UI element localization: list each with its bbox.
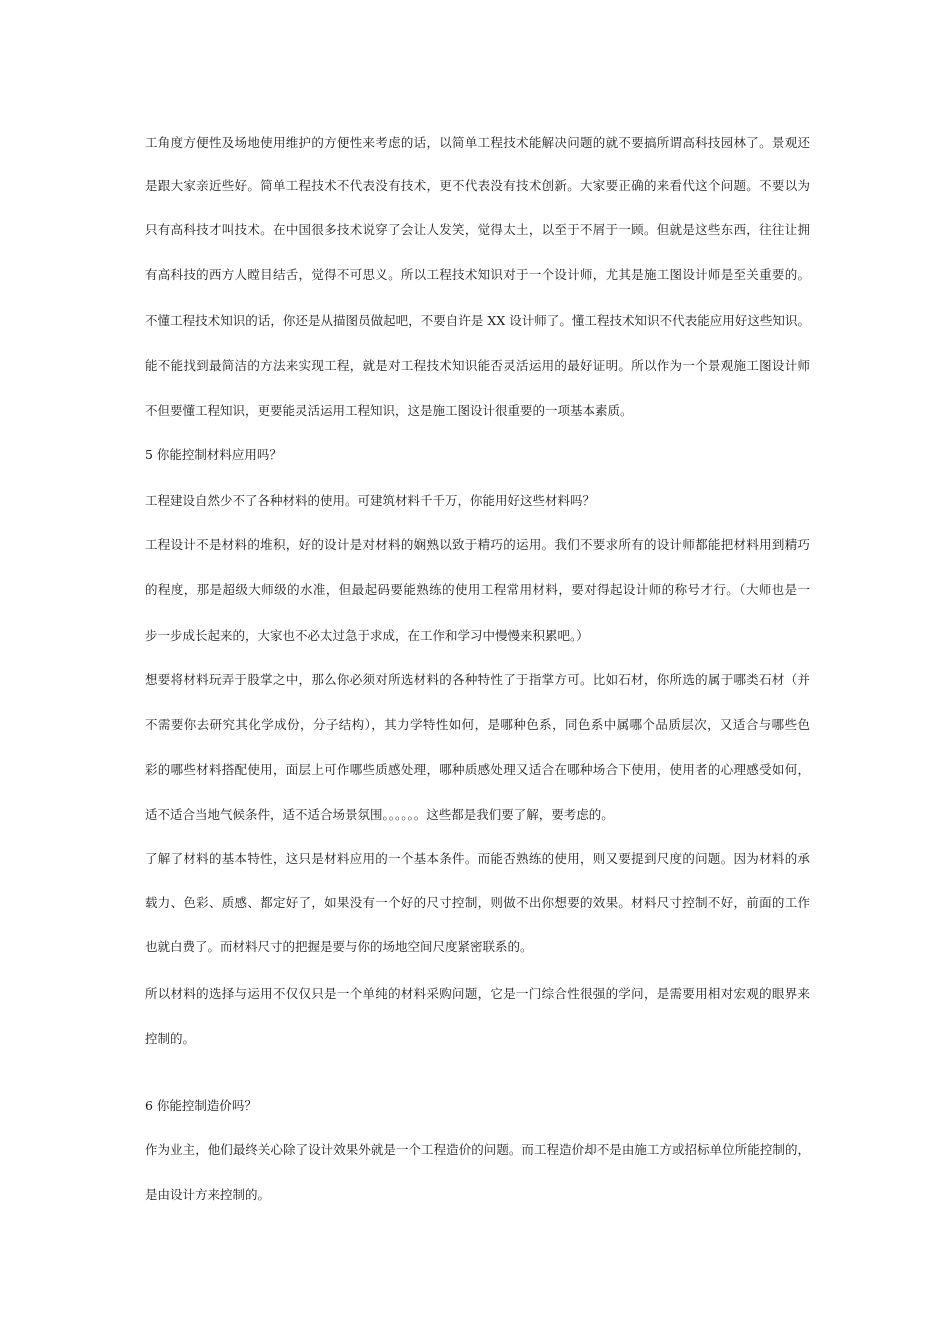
text-line: 想要将材料玩弄于股掌之中，那么你必须对所选材料的各种特性了于指掌方可。比如石材，你所选的属于哪类石材（并 (145, 672, 810, 687)
text-line: 载力、色彩、质感、都定好了，如果没有一个好的尺寸控制，则做不出你想要的效果。材料尺寸控制不好，前面的工作 (145, 895, 810, 910)
text-line: 步一步成长起来的，大家也不必太过急于求成，在工作和学习中慢慢来积累吧。） (145, 628, 589, 643)
text-line: 能不能找到最简洁的方法来实现工程，就是对工程技术知识能否灵活运用的最好证明。所以作为一个景观施工图设计师 (145, 358, 810, 373)
text-line: 作为业主，他们最终关心除了设计效果外就是一个工程造价的问题。而工程造价却不是由施工方或招标单位所能控制的， (145, 1142, 810, 1157)
text-line: 也就白费了。而材料尺寸的把握是要与你的场地空间尺度紧密联系的。 (145, 939, 533, 954)
text-line: 彩的哪些材料搭配使用，面层上可作哪些质感处理，哪种质感处理又适合在哪种场合下使用，使用者的心理感受如何， (145, 762, 810, 777)
text-line: 不懂工程技术知识的话，你还是从描图员做起吧，不要自许是 XX 设计师了。懂工程技术知识不代表能应用好这些知识。 (145, 313, 810, 328)
text-line: 工程设计不是材料的堆积，好的设计是对材料的娴熟以致于精巧的运用。我们不要求所有的设计师都能把材料用到精巧 (145, 537, 810, 552)
text-line: 不需要你去研究其化学成份，分子结构），其力学特性如何，是哪种色系，同色系中属哪个品质层次，又适合与哪些色 (145, 717, 810, 732)
text-line: 是由设计方来控制的。 (145, 1187, 271, 1202)
text-line: 有高科技的西方人瞠目结舌，觉得不可思义。所以工程技术知识对于一个设计师，尤其是施工图设计师是至关重要的。 (145, 267, 810, 282)
text-line: 控制的。 (145, 1031, 196, 1046)
section-heading: 6 你能控制造价吗？ (145, 1098, 257, 1113)
text-line: 适不适合当地气候条件，适不适合场景氛围。。。。。。这些都是我们要了解，要考虑的。 (145, 807, 614, 822)
text-line: 不但要懂工程知识，更要能灵活运用工程知识，这是施工图设计很重要的一项基本素质。 (145, 403, 633, 418)
text-line: 了解了材料的基本特性，这只是材料应用的一个基本条件。而能否熟练的使用，则又要提到尺度的问题。因为材料的承 (145, 851, 810, 866)
text-line: 工角度方便性及场地使用维护的方便性来考虑的话，以简单工程技术能解决问题的就不要搞所谓高科技园林了。景观还 (145, 135, 810, 150)
text-line: 的程度，那是超级大师级的水准，但最起码要能熟练的使用工程常用材料，要对得起设计师的称号才行。（大师也是一 (145, 582, 810, 597)
text-line: 是跟大家亲近些好。简单工程技术不代表没有技术，更不代表没有技术创新。大家要正确的来看代这个问题。不要以为 (145, 178, 810, 193)
text-line: 所以材料的选择与运用不仅仅只是一个单纯的材料采购问题，它是一门综合性很强的学问，是需要用相对宏观的眼界来 (145, 986, 810, 1001)
text-line: 工程建设自然少不了各种材料的使用。可建筑材料千千万，你能用好这些材料吗？ (145, 493, 596, 508)
text-line: 只有高科技才叫技术。在中国很多技术说穿了会让人发笑，觉得太土，以至于不屑于一顾。但就是这些东西，往往让拥 (145, 222, 810, 237)
section-heading: 5 你能控制材料应用吗？ (145, 447, 282, 462)
